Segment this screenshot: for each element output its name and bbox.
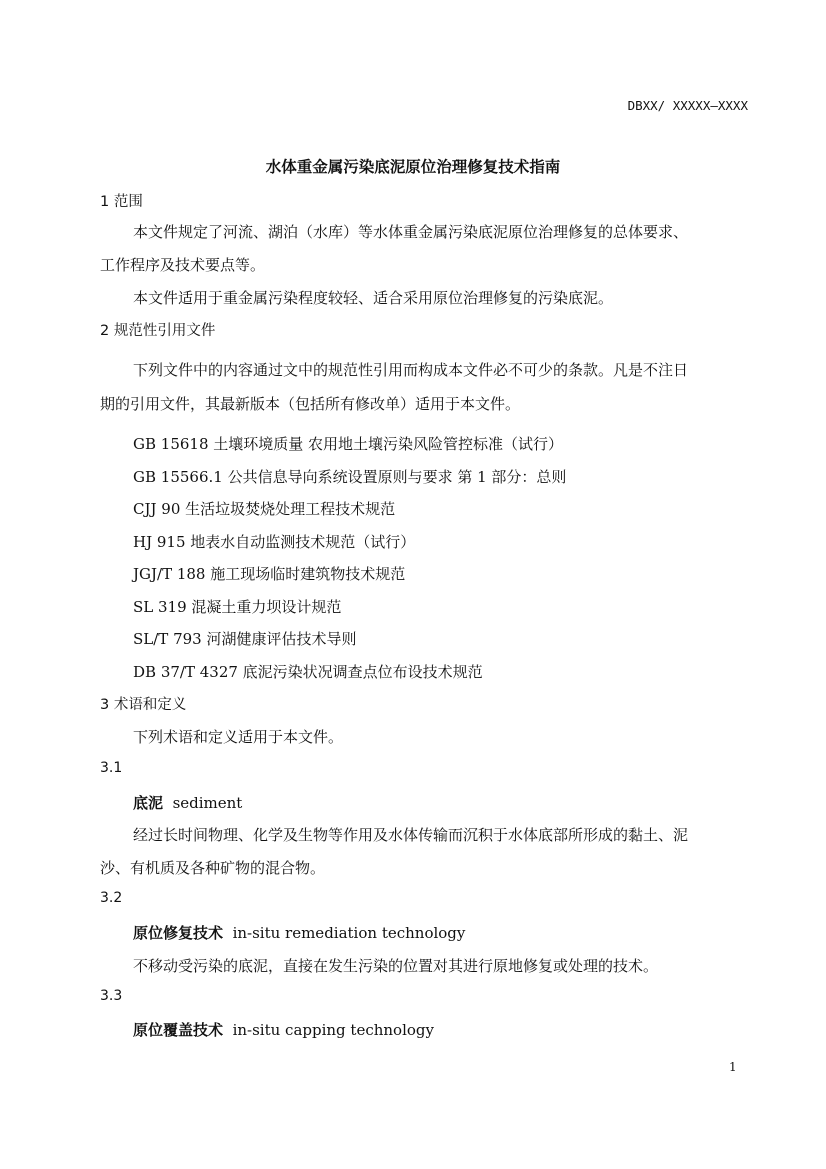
reference-item: SL/T 793 河湖健康评估技术导则 <box>133 630 357 648</box>
reference-item: GB 15566.1 公共信息导向系统设置原则与要求 第 1 部分：总则 <box>133 468 567 486</box>
document-title: 水体重金属污染底泥原位治理修复技术指南 <box>265 158 561 176</box>
section-3-intro: 下列术语和定义适用于本文件。 <box>133 728 344 746</box>
reference-item: CJJ 90 生活垃圾焚烧处理工程技术规范 <box>133 500 396 518</box>
section-3-heading: 3 术语和定义 <box>100 697 187 713</box>
section-2-paragraph-line-1: 下列文件中的内容通过文中的规范性引用而构成本文件必不可少的条款。凡是不注日 <box>133 361 689 379</box>
section-1-paragraph-1-line-1: 本文件规定了河流、湖泊（水库）等水体重金属污染底泥原位治理修复的总体要求、 <box>133 223 689 241</box>
term-entry <box>133 1019 434 1040</box>
term-entry <box>133 792 242 813</box>
term-number: 3.3 <box>100 988 123 1004</box>
section-1-heading: 1 范围 <box>100 194 143 210</box>
page-number: 1 <box>729 1060 737 1074</box>
term-number: 3.2 <box>100 890 123 906</box>
reference-item: HJ 915 地表水自动监测技术规范（试行） <box>133 533 416 551</box>
term-entry <box>133 922 465 943</box>
reference-item: JGJ/T 188 施工现场临时建筑物技术规范 <box>133 565 406 583</box>
section-2-heading: 2 规范性引用文件 <box>100 323 216 339</box>
term-chinese: 原位修复技术 <box>133 924 224 942</box>
term-definition-line-1: 经过长时间物理、化学及生物等作用及水体传输而沉积于水体底部所形成的黏土、泥 <box>133 826 689 844</box>
standard-code: DBXX/ XXXXX—XXXX <box>627 98 748 113</box>
reference-item: DB 37/T 4327 底泥污染状况调查点位布设技术规范 <box>133 663 483 681</box>
term-number: 3.1 <box>100 760 123 776</box>
section-1-paragraph-2: 本文件适用于重金属污染程度较轻、适合采用原位治理修复的污染底泥。 <box>133 289 614 307</box>
section-1-paragraph-1-line-2: 工作程序及技术要点等。 <box>100 256 266 274</box>
term-definition-line-2: 沙、有机质及各种矿物的混合物。 <box>100 859 326 877</box>
term-english: in-situ capping technology <box>232 1021 434 1039</box>
term-chinese: 原位覆盖技术 <box>133 1021 224 1039</box>
term-english: sediment <box>172 794 243 812</box>
reference-item: GB 15618 土壤环境质量 农用地土壤污染风险管控标准（试行） <box>133 435 564 453</box>
term-chinese: 底泥 <box>133 794 164 812</box>
term-definition-line-1: 不移动受污染的底泥，直接在发生污染的位置对其进行原地修复或处理的技术。 <box>133 957 659 975</box>
term-english: in-situ remediation technology <box>232 924 466 942</box>
section-2-paragraph-line-2: 期的引用文件，其最新版本（包括所有修改单）适用于本文件。 <box>100 395 521 413</box>
reference-item: SL 319 混凝土重力坝设计规范 <box>133 598 342 616</box>
